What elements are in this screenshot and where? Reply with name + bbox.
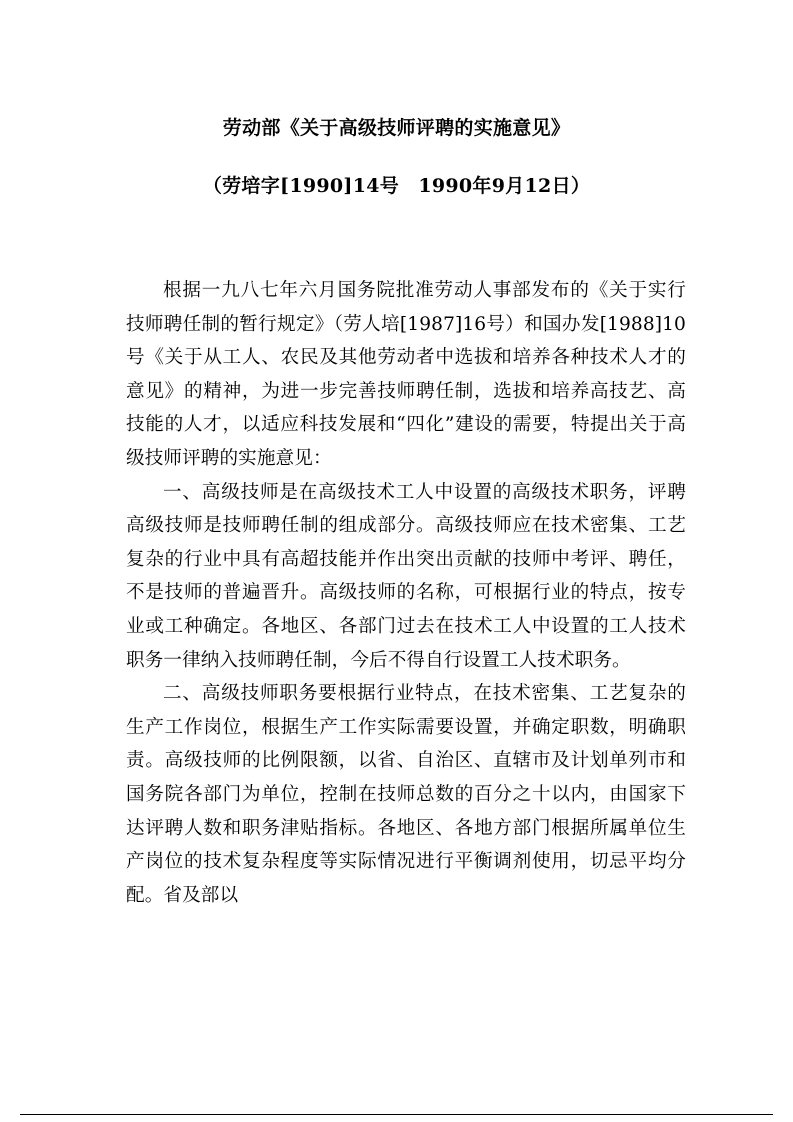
document-title: 劳动部《关于高级技师评聘的实施意见》 (222, 117, 571, 139)
paragraph-section-1: 一、高级技师是在高级技术工人中设置的高级技术职务，评聘高级技师是技师聘任制的组成部分。高级技师应在技术密集、工艺复杂的行业中具有高超技能并作出突出贡献的技师中考评、聘任，不是技师的普遍晋升。高级技师的名称，可根据行业的特点，按专业或工种确定。各地区、各部门过去在技术工人中设置的工人技术职务一律纳入技师聘任制，今后不得自行设置工人技术职务。 (126, 481, 686, 671)
page-bottom-rule (20, 1114, 773, 1115)
paragraph-intro: 根据一九八七年六月国务院批准劳动人事部发布的《关于实行技师聘任制的暂行规定》（劳人培[1987]16号）和国办发[1988]10号《关于从工人、农民及其他劳动者中选拔和培养各种技术人才的意见》的精神，为进一步完善技师聘任制，选拔和培养高技艺、高技能的人才，以适应科技发展和“四化”建设的需要，特提出关于高级技师评聘的实施意见： (126, 280, 686, 469)
paragraph-section-2: 二、高级技师职务要根据行业特点，在技术密集、工艺复杂的生产工作岗位，根据生产工作实际需要设置，并确定职数，明确职责。高级技师的比例限额，以省、自治区、直辖市及计划单列市和国务院各部门为单位，控制在技师总数的百分之十以内，由国家下达评聘人数和职务津贴指标。各地区、各地方部门根据所属单位生产岗位的技术复杂程度等实际情况进行平衡调剂使用，切忌平均分配。省及部以 (126, 683, 686, 906)
document-subtitle: （劳培字[1990]14号 1990年9月12日） (202, 175, 591, 197)
document-body (126, 274, 686, 912)
